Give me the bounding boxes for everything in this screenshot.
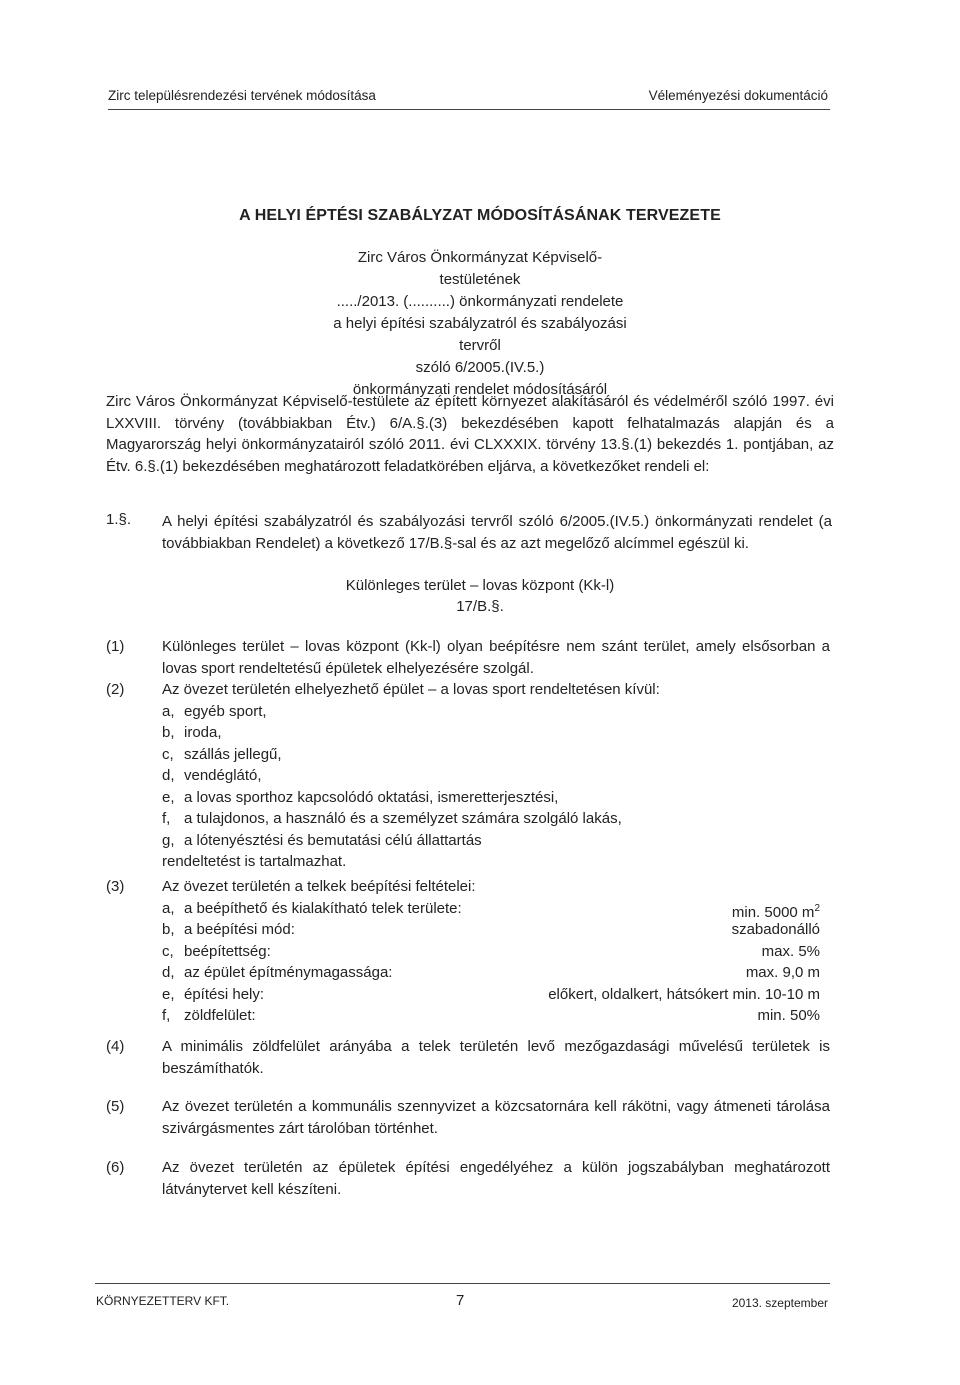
paragraph-text: Különleges terület – lovas központ (Kk-l) olyan beépítésre nem szánt terület, amely elsősorban a lovas sport rendeltetésű épületek elhelyezésére szolgál. [162, 638, 830, 677]
condition-value-text: min. 5000 m [731, 903, 815, 921]
paragraph-body [162, 679, 830, 873]
ordinance-subtitle [320, 247, 640, 401]
condition-label: az épület építménymagassága: [184, 964, 393, 981]
footer-rule [95, 1283, 830, 1284]
item-letter: b, [162, 921, 175, 938]
document-title: A HELYI ÉPTÉSI SZABÁLYZAT MÓDOSÍTÁSÁNAK TERVEZETE [239, 207, 721, 224]
paragraph-body [162, 876, 830, 1027]
condition-value-superscript: 2 [814, 902, 820, 914]
item-letter: c, [162, 745, 174, 763]
subtitle-line: szóló 6/2005.(IV.5.) [415, 359, 545, 376]
subtitle-line: Zirc Város Önkormányzat Képviselő-testületének [357, 249, 603, 288]
list-item [162, 765, 830, 787]
paragraph-number: (3) [106, 878, 125, 895]
item-text: egyéb sport, [184, 702, 267, 720]
list-item [162, 830, 830, 852]
condition-label: zöldfelület: [184, 1007, 256, 1024]
subtitle-line: a helyi építési szabályzatról és szabályozási tervről [333, 315, 627, 354]
list-item [162, 701, 830, 723]
list-item [162, 744, 830, 766]
item-letter: c, [162, 942, 174, 960]
header-left-text: Zirc településrendezési tervének módosítása [108, 88, 376, 103]
item-letter: b, [162, 724, 175, 741]
condition-value: előkert, oldalkert, hátsókert min. 10-10 m [548, 985, 820, 1003]
item-text: a lovas sporthoz kapcsolódó oktatási, ismeretterjesztési, [184, 788, 559, 806]
subheading-paragraph-mark: 17/B.§. [456, 598, 504, 615]
item-text: szállás jellegű, [184, 745, 282, 763]
footer-date: 2013. szeptember [731, 1296, 828, 1310]
item-text: a lótenyésztési és bemutatási célú állattartás [184, 831, 482, 849]
paragraph-number: (2) [106, 681, 125, 698]
condition-row [162, 984, 830, 1006]
condition-row [162, 898, 830, 920]
page-number: 7 [456, 1292, 465, 1309]
paragraph-number: (4) [106, 1038, 125, 1055]
list-item [162, 787, 830, 809]
condition-value: max. 9,0 m [745, 964, 820, 981]
condition-label: a beépítési mód: [184, 921, 295, 938]
preamble: Zirc Város Önkormányzat Képviselő-testülete az épített környezet alakításáról és védelméről szóló 1997. évi LXXVIII. törvény (továbbiakban Étv.) 6/A.§.(3) bekezdésében kapott felhatalmazás alapján és a Magyarország helyi önkormányzatairól szóló 2011. évi CLXXXIX. törvény 13.§.(1) bekezdés 1. pontjában, az Étv. 6.§.(1) bekezdésében meghatározott feladatkörében eljárva, a következőket rendeli el: [106, 393, 834, 475]
subheading-title: Különleges terület – lovas központ (Kk-l) [345, 577, 615, 594]
item-letter: a, [162, 702, 175, 720]
footer-company: KÖRNYEZETTERV KFT. [96, 1294, 230, 1308]
item-letter: f, [162, 1007, 171, 1024]
paragraph-intro: Az övezet területén elhelyezhető épület – a lovas sport rendeltetésen kívül: [162, 681, 660, 698]
item-text: a tulajdonos, a használó és a személyzet számára szolgáló lakás, [184, 810, 622, 827]
item-letter: g, [162, 831, 175, 849]
condition-row [162, 919, 830, 941]
header-rule [108, 109, 830, 110]
condition-value: max. 5% [761, 942, 820, 960]
item-letter: a, [162, 899, 175, 917]
condition-label: építési hely: [184, 985, 265, 1003]
condition-label: beépítettség: [184, 942, 271, 960]
item-letter: e, [162, 788, 175, 806]
condition-row [162, 962, 830, 984]
item-letter: d, [162, 964, 175, 981]
item-text: vendéglátó, [184, 767, 262, 784]
section-text: A helyi építési szabályzatról és szabályozási tervről szóló 6/2005.(IV.5.) önkormányzati rendelet (a továbbiakban Rendelet) a következő 17/B.§-sal és az azt megelőző alcímmel egészül ki. [162, 513, 832, 552]
paragraph-number: (5) [106, 1098, 125, 1115]
paragraph-intro: Az övezet területén a telkek beépítési feltételei: [162, 878, 476, 895]
item-letter: e, [162, 985, 175, 1003]
paragraph-text: Az övezet területén a kommunális szennyvizet a közcsatornára kell rákötni, vagy átmeneti tárolása szivárgásmentes zárt tárolóban történhet. [162, 1098, 830, 1137]
list-item [162, 722, 830, 744]
condition-row [162, 1005, 830, 1027]
paragraph-text: Az övezet területén az épületek építési engedélyéhez a külön jogszabályban meghatározott látványtervet kell készíteni. [162, 1159, 830, 1198]
header-right-text: Véleményezési dokumentáció [648, 88, 828, 103]
condition-row [162, 941, 830, 963]
item-text: iroda, [184, 724, 222, 741]
subheading [0, 575, 960, 617]
paragraph-number: (1) [106, 638, 125, 655]
paragraph-number: (6) [106, 1159, 125, 1176]
condition-value: min. 50% [757, 1007, 820, 1024]
item-letter: d, [162, 767, 175, 784]
subtitle-line: önkormányzati rendelet módosításáról [352, 381, 608, 398]
condition-value: szabadonálló [731, 921, 820, 938]
item-letter: f, [162, 810, 171, 827]
list-item [162, 808, 830, 830]
paragraph-outro: rendeltetést is tartalmazhat. [162, 853, 347, 870]
paragraph-text: A minimális zöldfelület arányába a telek területén levő mezőgazdasági művelésű területek is beszámíthatók. [162, 1038, 830, 1077]
subtitle-line: ...../2013. (..........) önkormányzati rendelete [336, 293, 624, 310]
condition-label: a beépíthető és kialakítható telek területe: [184, 899, 462, 917]
section-number: 1.§. [106, 511, 132, 528]
